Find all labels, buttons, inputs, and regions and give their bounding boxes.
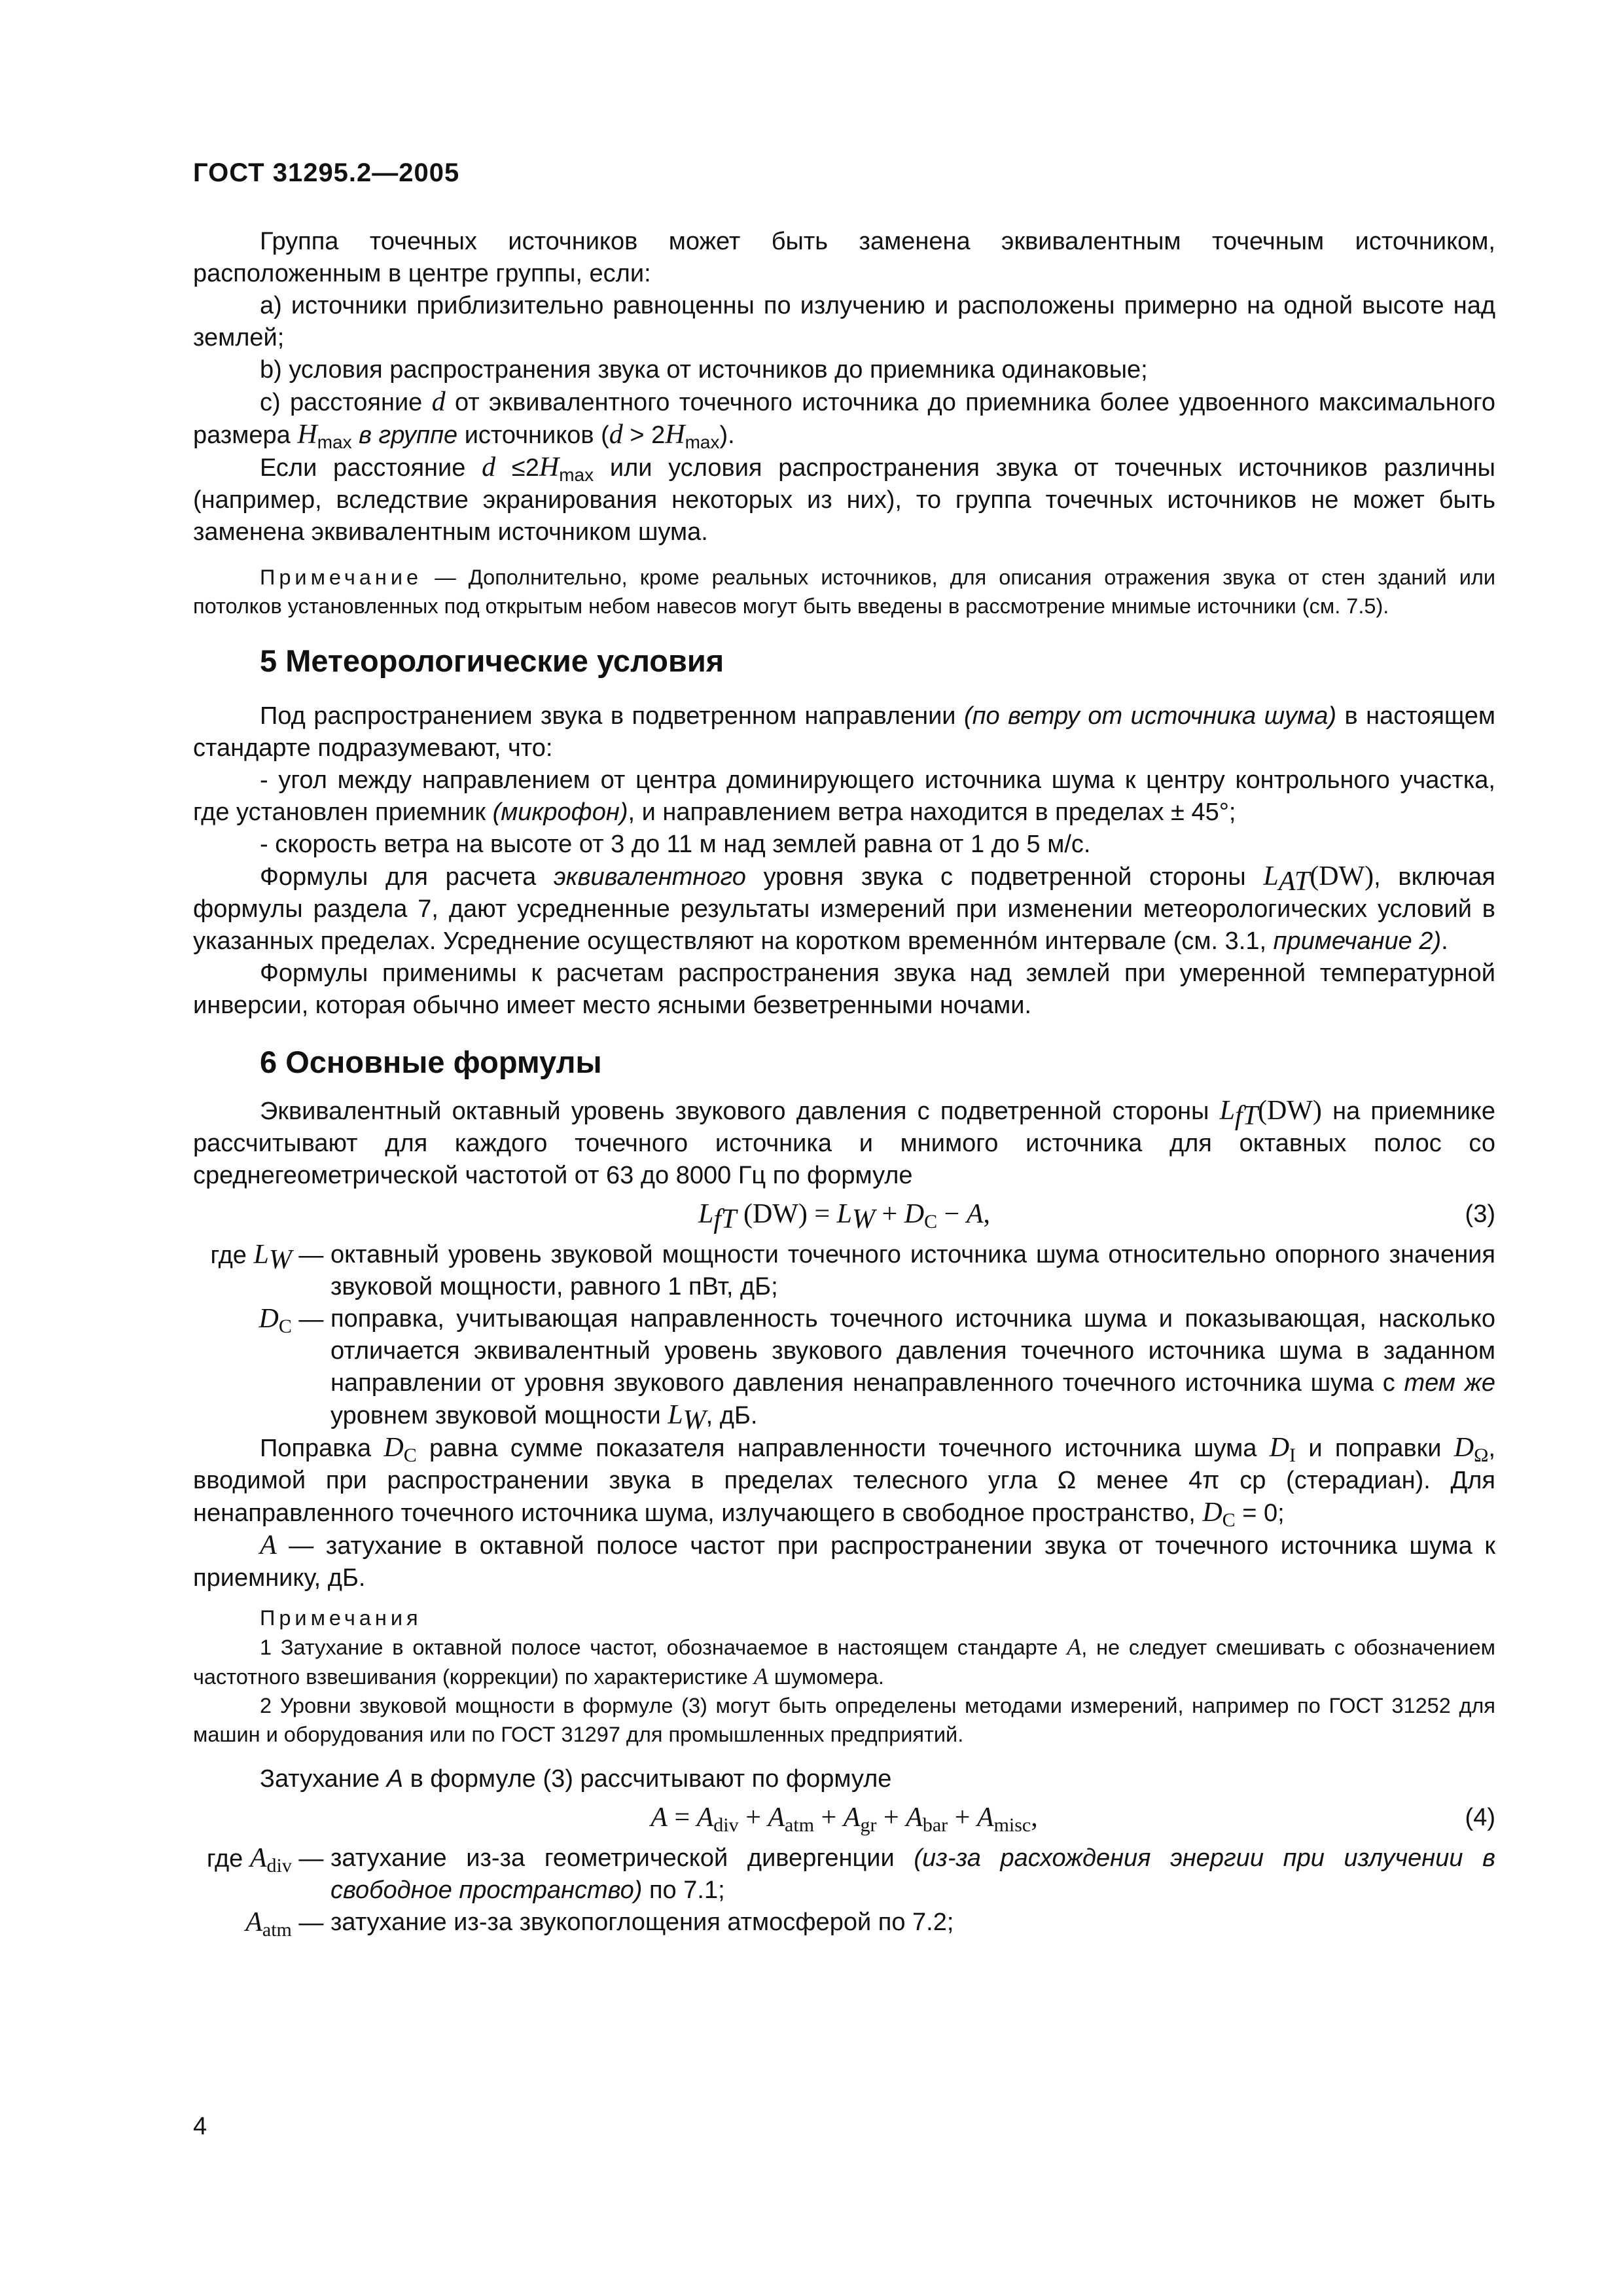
sec5-paragraph-2: Формулы для расчета эквивалентного уровня звука с подветренной стороны $L_{AT}(DW)$, включая формулы раздела 7, дают усредненные результаты измерений при изменении метеорологических условий в указанных пределах. Усреднение осуществляют на коротком временно́м интервале (см. 3.1, примечание 2). <box>193 861 1496 955</box>
notes-label: Примечания <box>260 1606 422 1630</box>
sec5-paragraph-1: Под распространением звука в подветренном направлении (по ветру от источника шума) в настоящем стандарте подразумевают, что: <box>193 702 1495 762</box>
note-2: 2 Уровни звуковой мощности в формуле (3) могут быть определены методами измерений, например по ГОСТ 31252 для машин и оборудования или по ГОСТ 31297 для промышленных предприятий. <box>193 1694 1495 1746</box>
page-number: 4 <box>193 2113 207 2140</box>
list-item-a: а) источники приблизительно равноценны по излучению и расположены примерно на одной высоте над землей; <box>193 292 1495 351</box>
sec6-paragraph-1: Эквивалентный октавный уровень звукового давления с подветренной стороны $L_{fT}(DW)$ на приемнике рассчитывают для каждого точечного источника и мнимого источника для октавных полос со среднегеометрической частотой от 63 до 8000 Гц по формуле <box>193 1096 1495 1189</box>
lw-definition: где $L_W$ — октавный уровень звуковой мощности точечного источника шума относительно опорного значения звуковой мощности, равного 1 пВт, дБ; <box>210 1240 1495 1300</box>
section-5-heading: 5 Метеорологические условия <box>260 643 724 678</box>
note-1: 1 Затухание в октавной полосе частот, обозначаемое в настоящем стандарте A, не следует смешивать с обозначением частотного взвешивания (коррекции) по характеристике A шумомера. <box>193 1634 1495 1689</box>
sec5-dash-2: - скорость ветра на высоте от 3 до 11 м над землей равна от 1 до 5 м/с. <box>260 831 1091 858</box>
list-item-c: с) расстояние d от эквивалентного точечного источника до приемника более удвоенного максимального размера $H_{max}$ в группе источников $(d > 2H_{max})$. <box>193 387 1495 452</box>
sec5-dash-1: - угол между направлением от центра доминирующего источника шума к центру контрольного участка, где установлен приемник (микрофон), и направлением ветра находится в пределах ± 45°; <box>193 766 1495 826</box>
page-body <box>193 226 1495 1939</box>
sec5-paragraph-3: Формулы применимы к расчетам распространения звука над землей при умеренной температурной инверсии, которая обычно имеет место ясными безветренными ночами. <box>193 960 1495 1019</box>
note-paragraph: Примечание — Дополнительно, кроме реальных источников, для описания отражения звука от стен зданий или потолков установленных под открытым небом навесов могут быть введены в рассмотрение мнимые источники (см. 7.5). <box>193 565 1495 618</box>
attenuation-paragraph: Затухание A в формуле (3) рассчитывают по формуле <box>260 1765 892 1793</box>
section-6-heading: 6 Основные формулы <box>260 1045 602 1079</box>
equation-3-number: (3) <box>1465 1200 1495 1228</box>
document-header: ГОСТ 31295.2—2005 <box>193 158 460 187</box>
dc-definition: $D_C$ — поправка, учитывающая направленность точечного источника шума и показывающая, насколько отличается эквивалентный уровень звукового давления точечного источника шума в заданном направлении от уровня звукового давления ненаправленного точечного источника шума с тем же уровнем звуковой мощности $L_W$, дБ. <box>259 1304 1495 1435</box>
equation-4-formula: $A = A_{div} + A_{atm} + A_{gr} + A_{bar} + A_{misc}$, <box>651 1803 1038 1836</box>
dc-correction-paragraph: Поправка $D_C$ равна сумме показателя направленности точечного источника шума $D_I$ и поправки $D_\Omega$, вводимой при распространении звука в пределах телесного угла Ω менее 4π ср (стерадиан). Для ненаправленного точечного источника шума, излучающего в свободное пространство, $D_C = 0$; <box>193 1433 1495 1531</box>
group-intro: Группа точечных источников может быть заменена эквивалентным точечным источником, расположенным в центре группы, если: <box>193 228 1495 287</box>
equation-3 <box>193 1194 1495 1236</box>
equation-4-number: (4) <box>1465 1804 1495 1831</box>
list-item-b: b) условия распространения звука от источников до приемника одинаковые; <box>260 356 1148 384</box>
equation-4 <box>193 1798 1495 1840</box>
equation-3-formula: $L_{fT}$ $(DW) = L_W + D_C - A$, <box>698 1199 990 1234</box>
aatm-definition: $A_{atm}$ — затухание из-за звукопоглощения атмосферой по 7.2; <box>245 1907 954 1941</box>
adiv-definition: где $A_{div}$ — затухание из-за геометрической дивергенции (из-за расхождения энергии при излучении в свободное пространство) по 7.1; <box>206 1843 1496 1904</box>
group-condition-paragraph: Если расстояние $d \le 2H_{max}$ или условия распространения звука от точечных источников различны (например, вследствие экранирования некоторых из них), то группа точечных источников не может быть заменена эквивалентным источником шума. <box>193 452 1495 546</box>
a-definition: A — затухание в октавной полосе частот при распространении звука от точечного источника шума к приемнику, дБ. <box>193 1530 1495 1592</box>
